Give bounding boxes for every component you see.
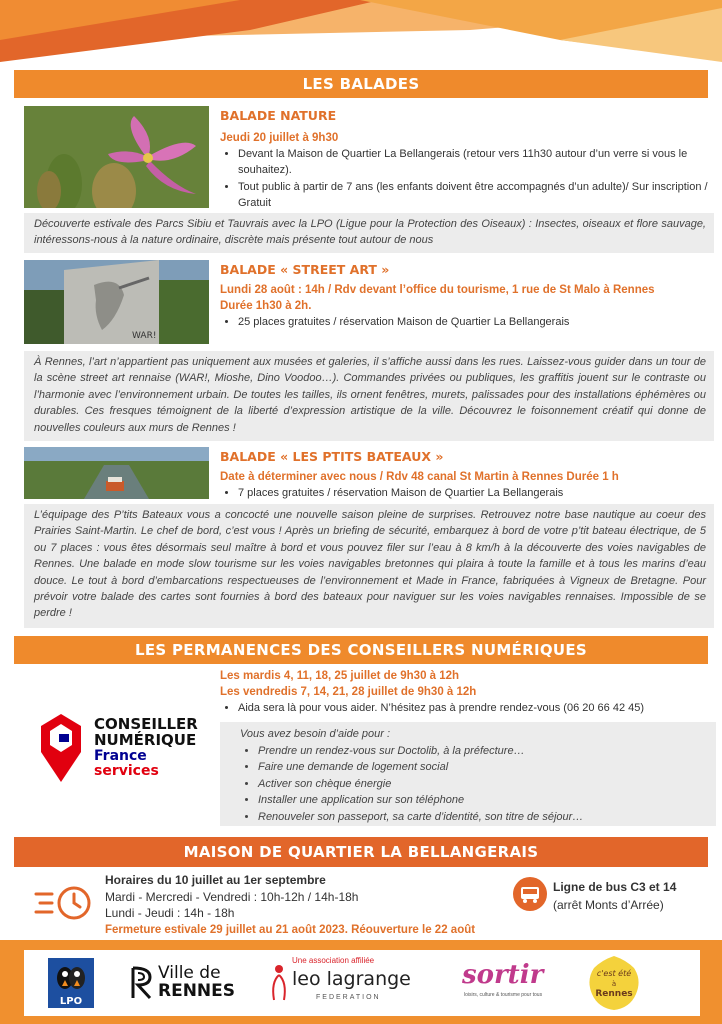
leo-name: leo lagrange — [292, 968, 411, 990]
nature-date: Jeudi 20 juillet à 9h30 — [220, 132, 339, 144]
bus-icon — [512, 876, 548, 912]
leo-tagline: Une association affiliée — [292, 956, 375, 965]
sortir-logo: sortir — [462, 960, 544, 990]
street-art-title: BALADE « STREET ART » — [220, 262, 390, 277]
nature-title: BALADE NATURE — [220, 108, 337, 123]
rennes-r-icon — [130, 966, 154, 1000]
top-decoration — [0, 0, 722, 70]
list-item: • Aida sera là pour vous aider. N’hésitez pas à prendre rendez-vous (06 20 66 42 45) — [238, 700, 710, 716]
cn-pin-icon — [38, 712, 84, 784]
boats-bullets — [220, 485, 710, 502]
hours-line-2: Lundi - Jeudi : 14h - 18h — [105, 906, 235, 920]
street-art-duration: Durée 1h30 à 2h. — [220, 300, 312, 312]
list-item: • 7 places gratuites / réservation Maison de Quartier La Bellangerais — [238, 485, 710, 501]
lpo-logo — [48, 958, 94, 1008]
rennes-logo-line-2: RENNES — [158, 981, 236, 1001]
list-item: • Tout public à partir de 7 ans (les enfants doivent être accompagnés d’un adulte)/ Sur inscription / Gratuit — [238, 179, 710, 211]
boats-description: L’équipage des P’tits Bateaux vous a concocté une nouvelle saison pleine de surprises. Retrouvez notre base nautique au coeur des Prairies Saint-Martin. Le chef de bord, c’est vous ! Après un briefing de sécurité, embarquez à bord de votre p’tit bateau électrique, de 5 ou 7 places : vous êtes désormais seul maître à bord et vous pouvez filer sur l’eau à 8 km/h à la découverte des voies navigables de Rennes. Une balade en mode slow tourisme sur les voies navigables bretonnes qui plaira à toute la famille et à tous les marins d’eau douce. Le tout à bord d’embarcations respectueuses de l’environnement et Made in France, fabriquées à Vigneux de Bretagne. Pour prévoir votre balade des cartes sont fournies à bord des bateaux pour naviguer sur les voies navigables rennaises. Impossible de se perdre ! — [24, 504, 714, 628]
section-header-maison: MAISON DE QUARTIER LA BELLANGERAIS — [14, 837, 708, 867]
list-item: • Installer une application sur son téléphone — [258, 792, 706, 809]
lpo-label: LPO — [59, 996, 83, 1007]
list-item: • 25 places gratuites / réservation Maison de Quartier La Bellangerais — [238, 314, 710, 330]
section-header-balades: LES BALADES — [14, 70, 708, 98]
bus-line: Ligne de bus C3 et 14 — [553, 880, 677, 894]
section-header-permanences: LES PERMANENCES DES CONSEILLERS NUMÉRIQUES — [14, 636, 708, 664]
cn-line-2: NUMÉRIQUE — [94, 731, 197, 749]
list-item: • Renouveler son passeport, sa carte d’identité, son titre de séjour… — [258, 809, 706, 826]
ete-line-1: c'est été — [596, 969, 632, 978]
leo-lagrange-icon — [268, 962, 290, 1002]
bus-stop: (arrêt Monts d’Arrée) — [553, 898, 664, 912]
svg-text:WAR!: WAR! — [132, 331, 157, 341]
permanences-tuesdays: Les mardis 4, 11, 18, 25 juillet de 9h30 à 12h — [220, 670, 460, 682]
hours-title: Horaires du 10 juillet au 1er septembre — [105, 873, 326, 887]
bus-info — [553, 878, 676, 914]
list-item: • Faire une demande de logement social — [258, 759, 706, 776]
permanences-fridays: Les vendredis 7, 14, 21, 28 juillet de 9h30 à 12h — [220, 686, 477, 698]
street-art-date: Lundi 28 août : 14h / Rdv devant l’office du tourisme, 1 rue de St Malo à Rennes — [220, 284, 655, 296]
nature-description: Découverte estivale des Parcs Sibiu et Tauvrais avec la LPO (Ligue pour la Protection des Oiseaux) : Insectes, oiseaux et flore sauvage, intéressons-nous à la nature ordinaire, discrète mais présente tout autour de nous — [24, 213, 714, 253]
nature-bullets — [220, 146, 710, 212]
boats-photo — [24, 447, 209, 499]
street-art-description: À Rennes, l’art n’appartient pas uniquement aux musées et galeries, il s’affiche aussi dans les rues. Laissez-vous guider dans un tour de la scène street art rennaise (WAR!, Mioshe, Dino Voodoo…). Commandes privées ou publiques, les graffitis jouent sur le contraste ou l’harmonie avec l’environnement urbain. De toutes les tailles, ils ornent fenêtres, murets, palissades pour des installations éphémères ou durables. Ces fresques témoignent de la liberté d’expression artistique de la ville. Découvrez le foisonnement créatif qui donne de nouvelles couleurs aux murs de Rennes ! — [24, 351, 714, 441]
permanences-bullets — [220, 700, 710, 717]
cn-line-1: CONSEILLER — [94, 715, 198, 733]
list-item: • Activer son chèque énergie — [258, 776, 706, 793]
conseiller-numerique-logo — [38, 712, 198, 784]
cn-line-4: services — [94, 763, 159, 779]
rennes-logo-line-1: Ville de — [158, 963, 221, 983]
street-art-bullets — [220, 314, 710, 331]
clock-icon — [34, 884, 94, 922]
ete-line-2: à — [611, 980, 617, 988]
hours-line-1: Mardi - Mercredi - Vendredi : 10h-12h / 14h-18h — [105, 889, 359, 904]
summer-closure: Fermeture estivale 29 juillet au 21 août 2023. Réouverture le 22 août — [105, 923, 476, 936]
leo-federation: FEDERATION — [316, 994, 381, 1001]
list-item: • Prendre un rendez-vous sur Doctolib, à la préfecture… — [258, 743, 706, 760]
ete-rennes-logo — [586, 954, 642, 1012]
ete-line-3: Rennes — [595, 989, 633, 999]
opening-hours — [105, 872, 525, 938]
boats-title: BALADE « LES PTITS BATEAUX » — [220, 449, 444, 464]
partner-logos — [24, 950, 700, 1016]
sortir-tagline: loisirs, culture & tourisme pour tous — [464, 992, 543, 998]
street-art-photo — [24, 260, 209, 344]
cn-line-3: France — [94, 748, 147, 764]
help-needs-box — [220, 722, 716, 826]
boats-date: Date à déterminer avec nous / Rdv 48 canal St Martin à Rennes Durée 1 h — [220, 471, 619, 483]
nature-photo — [24, 106, 209, 208]
help-needs-intro: Vous avez besoin d’aide pour : — [240, 728, 391, 740]
list-item: • Devant la Maison de Quartier La Bellangerais (retour vers 11h30 autour d’un verre si vous le souhaitez). — [238, 146, 710, 178]
